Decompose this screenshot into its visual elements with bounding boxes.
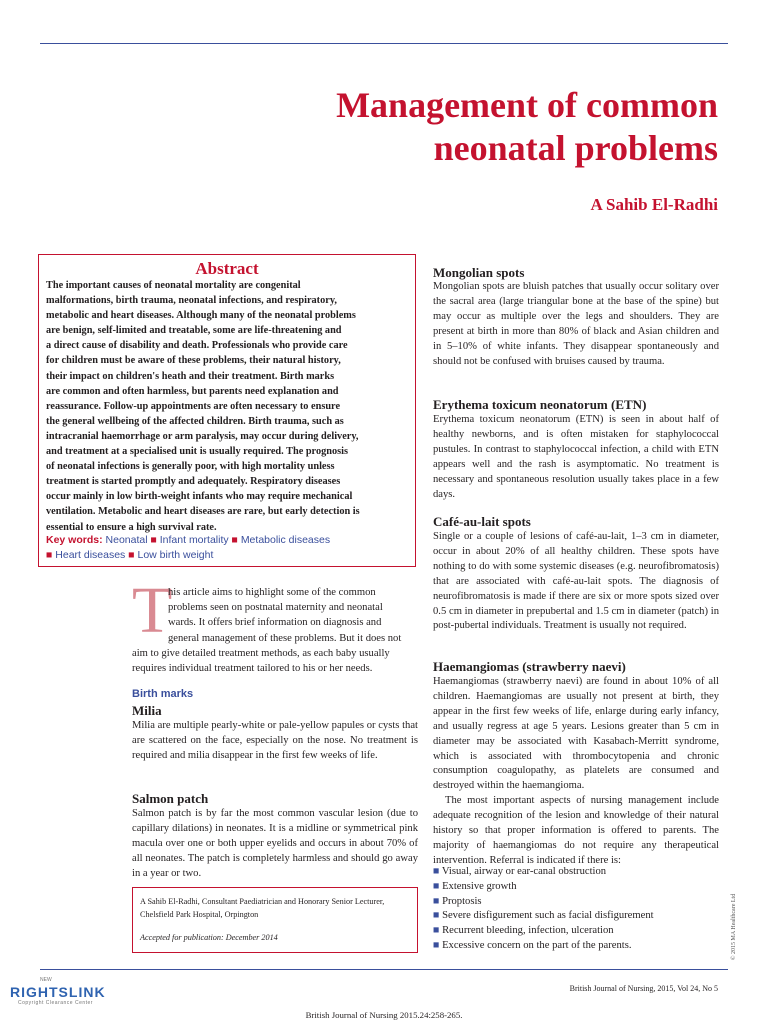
keyword: Neonatal bbox=[105, 534, 148, 546]
top-rule bbox=[40, 43, 728, 44]
intro-paragraph bbox=[132, 585, 418, 676]
abstract-line: a direct cause of disability and death. Professionals who provide care bbox=[46, 340, 348, 352]
etn-paragraph: Erythema toxicum neonatorum (ETN) is seen in about half of healthy newborns, and is often mistaken for staphylococcal pustules. In contrast to staphylococcal infection, a child with ETN appears well and the rash is asymptomatic. No treatment is necessary and spontaneous resolution usually takes place in a few days. bbox=[433, 414, 719, 500]
abstract-line: The important causes of neonatal mortality are congenital bbox=[46, 280, 301, 291]
abstract-text bbox=[46, 278, 408, 535]
keywords bbox=[46, 533, 408, 563]
milia-text bbox=[132, 719, 418, 764]
keyword-separator: ■ bbox=[231, 534, 238, 546]
bullet-icon: ■ bbox=[433, 910, 440, 922]
bullet-text: Excessive concern on the part of the parents. bbox=[442, 939, 632, 951]
abstract-line: of neonatal infections is generally poor, with high mortality unless bbox=[46, 461, 335, 473]
haem-heading: Haemangiomas (strawberry naevi) bbox=[433, 659, 626, 674]
keyword: Infant mortality bbox=[159, 534, 229, 546]
intro-line: his article aims to highlight some of the common bbox=[168, 587, 376, 598]
abstract-heading: Abstract bbox=[195, 259, 259, 278]
salmon-heading: Salmon patch bbox=[132, 791, 209, 806]
bullet-icon: ■ bbox=[433, 895, 440, 907]
list-item bbox=[433, 909, 719, 924]
title-line-2: neonatal problems bbox=[433, 128, 718, 168]
mongolian-text bbox=[433, 280, 719, 369]
mongolian-paragraph: Mongolian spots are bluish patches that usually occur solitary over the sacral area (large triangular bone at the base of the spine) but may occur as multiple over the legs and shoulders. They are present at birth in more than 80% of black and Asian children and in 5–10% of white infants. They disappear spontaneously and should not be confused with bruises caused by trauma. bbox=[433, 281, 719, 367]
cafe-paragraph: Single or a couple of lesions of café-au-lait, 1–3 cm in diameter, occur in about 20% of all healthy children. These spots have nothing to do with some systemic diseases (e.g. neurofibromatosis) that are associated with café-au-lait spots. The diagnosis of neurofibromatosis is made if there are six or more spots sized over 0.5 cm in diameter in prepubertal and 1.5 cm in diameter (patch) in post-pubertal individuals. Treatment is usually not required. bbox=[433, 531, 719, 632]
keywords-label: Key words: bbox=[46, 534, 103, 546]
logo-new-label: NEW bbox=[40, 977, 52, 983]
haem-paragraph-2: The most important aspects of nursing management include adequate recognition of the lesion and knowledge of their natural history so that proper information is offered to parents. The majority of haemangiomas do not require any therapeutical intervention. Referral is indicated if there is: bbox=[433, 795, 719, 866]
bullet-icon: ■ bbox=[433, 939, 440, 951]
abstract-line: treatment is started promptly and adequately. Respiratory diseases bbox=[46, 476, 341, 488]
accepted-date: Accepted for publication: December 2014 bbox=[140, 933, 278, 942]
mongolian-heading: Mongolian spots bbox=[433, 265, 525, 280]
abstract-line: the general wellbeing of the affected children. Birth trauma, such as bbox=[46, 415, 344, 427]
abstract-line: ventilation. Metabolic and heart diseases are rare, but early detection is bbox=[46, 506, 360, 518]
list-item bbox=[433, 924, 719, 939]
author-name: A Sahib El-Radhi bbox=[590, 195, 718, 214]
list-item bbox=[433, 895, 719, 910]
list-item bbox=[433, 865, 719, 880]
salmon-text bbox=[132, 807, 418, 882]
bullet-text: Visual, airway or ear-canal obstruction bbox=[441, 866, 607, 877]
bullet-text: Recurrent bleeding, infection, ulceration bbox=[442, 925, 614, 937]
keyword-separator: ■ bbox=[150, 534, 157, 546]
abstract-line: are benign, self-limited and treatable, some are life-threatening and bbox=[46, 325, 342, 337]
keyword: Low birth weight bbox=[137, 549, 214, 561]
haem-text bbox=[433, 675, 719, 869]
abstract-line: occur mainly in low birth-weight infants who may require mechanical bbox=[46, 491, 353, 503]
abstract-line: for children must be aware of these problems, their natural history, bbox=[46, 355, 341, 367]
salmon-paragraph: Salmon patch is by far the most common vascular lesion (due to capillary dilations) in neonates. It is a midline or symmetrical pink macula over one or both upper eyelids and occurs in about 70% of all neonates. The patch is completely harmless and should go away in a year or two. bbox=[132, 808, 418, 879]
intro-line: aim to give detailed treatment methods, as each baby usually bbox=[132, 647, 390, 659]
keyword-separator: ■ bbox=[128, 549, 135, 561]
copyright-notice: © 2015 MA Healthcare Ltd bbox=[731, 893, 737, 960]
list-item bbox=[433, 939, 719, 954]
etn-text bbox=[433, 413, 719, 502]
bullet-text: Extensive growth bbox=[442, 880, 517, 892]
list-item bbox=[433, 880, 719, 895]
affiliation-text: A Sahib El-Radhi, Consultant Paediatrician and Honorary Senior Lecturer, Chelsfield Park Hospital, Orpington bbox=[140, 897, 385, 919]
title-line-1: Management of common bbox=[336, 85, 718, 125]
journal-footer: British Journal of Nursing, 2015, Vol 24, No 5 bbox=[569, 984, 718, 993]
bullet-icon: ■ bbox=[433, 880, 440, 892]
article-title bbox=[198, 84, 718, 170]
intro-line: problems seen on postnatal maternity and neonatal bbox=[168, 602, 383, 614]
keyword: Metabolic diseases bbox=[240, 534, 331, 546]
drop-cap: T bbox=[132, 574, 173, 647]
milia-heading: Milia bbox=[132, 703, 162, 718]
rightslink-logo[interactable] bbox=[10, 977, 142, 1007]
cafe-text bbox=[433, 530, 719, 634]
intro-line: general management of these problems. But it does not bbox=[168, 632, 402, 644]
bullet-text: Severe disfigurement such as facial disfigurement bbox=[442, 910, 654, 922]
birth-marks-label: Birth marks bbox=[132, 688, 194, 700]
bottom-rule bbox=[40, 969, 728, 970]
haem-paragraph: Haemangiomas (strawberry naevi) are found in about 10% of all children. Haemangiomas are usually not present at birth, they appear in the first few weeks of life, enlarge during early infancy, and usually regress at age 5 years. Lesions greater than 5 cm in diameter may be associated with Kasabach-Merritt syndrome, which is associated with thrombocytopenia and chronic consumption coagulopathy, as platelets are consumed and destroyed within the haemangioma. bbox=[433, 676, 719, 792]
abstract-line: intracranial haemorrhage or arm paralysis, may occur during delivery, bbox=[46, 430, 359, 442]
abstract-line: essential to ensure a high survival rate. bbox=[46, 521, 217, 533]
bullet-icon: ■ bbox=[433, 866, 440, 877]
abstract-line: and treatment at a specialised unit is usually required. The prognosis bbox=[46, 446, 348, 458]
bullet-icon: ■ bbox=[433, 925, 440, 937]
citation: British Journal of Nursing 2015.24:258-265. bbox=[305, 1010, 463, 1020]
referral-list bbox=[433, 865, 719, 954]
etn-heading: Erythema toxicum neonatorum (ETN) bbox=[433, 397, 647, 412]
abstract-line: their impact on children's heath and their treatment. Birth marks bbox=[46, 370, 335, 382]
intro-line: requires individual treatment tailored to his or her needs. bbox=[132, 663, 373, 675]
abstract-line: reassurance. Follow-up appointments are often necessary to ensure bbox=[46, 400, 341, 412]
logo-text: RIGHTSLINK bbox=[10, 984, 106, 1000]
logo-subtitle: Copyright Clearance Center bbox=[18, 1000, 93, 1006]
keyword-separator: ■ bbox=[46, 549, 53, 561]
keyword: Heart diseases bbox=[55, 549, 126, 561]
bullet-text: Proptosis bbox=[442, 895, 482, 907]
abstract-line: metabolic and heart diseases. Although many of the neonatal problems bbox=[46, 310, 356, 322]
milia-paragraph: Milia are multiple pearly-white or pale-yellow papules or cysts that are scattered on the face, especially on the nose. No treatment is required and milia disappear in the first few weeks of life. bbox=[132, 720, 418, 761]
abstract-line: are common and often harmless, but parents need explanation and bbox=[46, 385, 339, 397]
cafe-heading: Café-au-lait spots bbox=[433, 514, 531, 529]
abstract-line: malformations, birth trauma, neonatal infections, and respiratory, bbox=[46, 295, 337, 307]
intro-line: wards. It offers brief information on diagnosis and bbox=[168, 617, 382, 629]
